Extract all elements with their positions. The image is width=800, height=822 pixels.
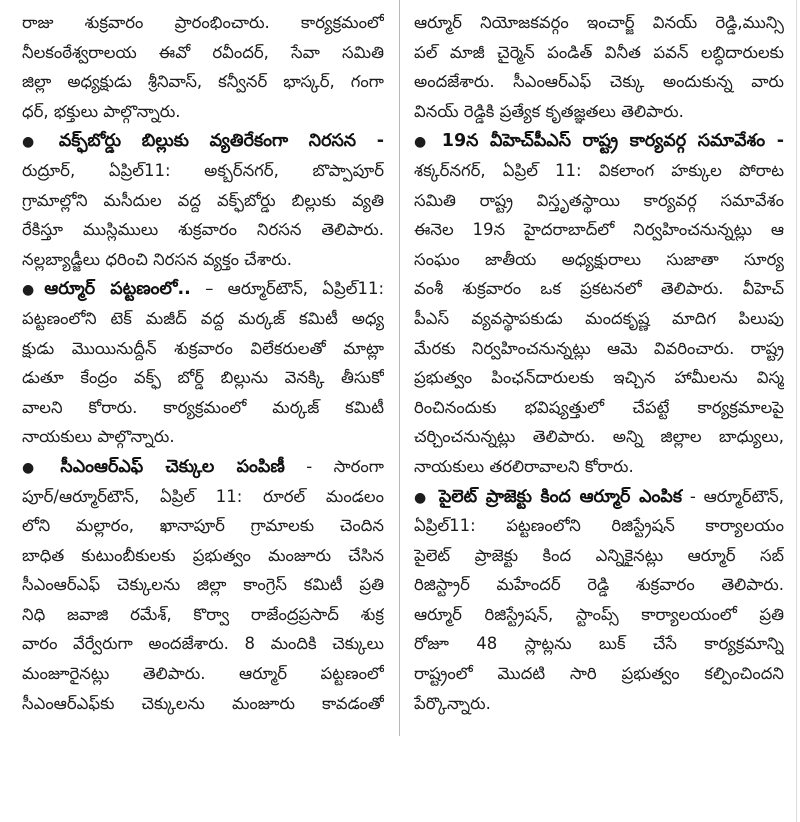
bullet-marker: ● [414, 134, 432, 151]
article-line: వినయ్ రెడ్డికి ప్రత్యేక కృతజ్ఞతలు తెలిపారు. [414, 101, 684, 121]
article-dateline: - ఆర్మూర్‌టౌన్, [682, 486, 784, 506]
article-heading-line [414, 126, 784, 156]
article-line: రోజూ 48 స్లాట్లను బుక్ చేసే కార్యక్రమాన్ని [414, 634, 784, 654]
article-line: శక్కర్‌నగర్, ఏప్రిల్ 11: వికలాంగ హక్కుల పోరాట [414, 160, 784, 180]
article-line: పీఎస్ వ్యవస్థాపకుడు మందకృష్ణ మాదిగ పిలుపు [414, 308, 784, 328]
article-line: రాష్ట్రంలో మొదటి సారి ప్రభుత్వం కల్పించిందని [414, 664, 784, 684]
article-line: సీఎంఆర్ఎఫ్ చెక్కులను జిల్లా కాంగ్రెస్ కమిటీ ప్రతి [22, 575, 384, 595]
article-line: ఆర్మూర్ రిజిస్ట్రేషన్, స్టాంప్స్ కార్యాలయంలో ప్రతి [414, 604, 784, 624]
article-dateline: - [356, 131, 384, 152]
article-continuation [22, 8, 384, 126]
article-line: నీలకంఠేశ్వరాలయ ఈవో రవీందర్, సేవా సమితి [22, 42, 384, 62]
article-dateline: - [765, 131, 784, 152]
article-line: ధర్, భక్తులు పాల్గొన్నారు. [22, 101, 181, 121]
article-line: వాలని కోరారు. కార్యక్రమంలో మర్కజ్ కమిటీ [22, 397, 384, 417]
article-heading-line [22, 274, 384, 304]
article-heading-line [414, 482, 784, 512]
article-armoor-town [22, 274, 384, 452]
article-cmrf-cheques [22, 452, 384, 718]
article-line: క్షుడు మొయినుద్దీన్ శుక్రవారం విలేకరులతో మాట్లా [22, 338, 384, 358]
article-line: సమితి రాష్ట్ర విస్తృతస్థాయి కార్యవర్గ సమావేశం [414, 190, 784, 210]
article-line: ఈనెల 19న హైదరాబాద్‌లో నిర్వహించనున్నట్లు ఆ [414, 220, 784, 240]
article-line: పట్టణంలోని టెక్ మజీద్ వద్ద మర్కజ్ కమిటీ అధ్య [22, 308, 384, 328]
article-vhps-meeting [414, 126, 784, 481]
article-line: వారం వేర్వేరుగా అందజేశారు. 8 మందికి చెక్కులు [22, 634, 384, 654]
article-heading-line [22, 452, 384, 482]
article-line: నాయకులు పాల్గొన్నారు. [22, 427, 175, 447]
article-dateline: – ఆర్మూర్‌టౌన్, ఏప్రిల్11: [190, 279, 384, 299]
bullet-marker: ● [22, 459, 51, 476]
article-line: గ్రామాల్లోని మసీదుల వద్ద వక్ఫ్‌బోర్డు బిల్లుకు వ్యతి [22, 190, 384, 210]
article-dateline: - సారంగా [284, 456, 384, 476]
article-line: ఏప్రిల్11: పట్టణంలోని రిజిస్ట్రేషన్ కార్యాలయం [414, 516, 784, 536]
article-line: లోని మల్లారం, ఖానాపూర్ గ్రామాలకు చెందిన [22, 516, 384, 536]
article-line: పేర్కొన్నారు. [414, 693, 491, 713]
bullet-marker: ● [22, 134, 49, 151]
article-line: పల్ మాజీ చైర్మెన్ పండిత్ వినీత పవన్ లబ్ధిదారులకు [414, 42, 784, 62]
article-waqf-protest [22, 126, 384, 274]
article-line: పైలెట్ ప్రాజెక్టు కింద ఎన్నికైనట్లు ఆర్మూర్ సబ్ [414, 545, 784, 565]
article-line: డుతూ కేంద్రం వక్ఫ్ బోర్డ్ బిల్లును వెనక్కి తీసుకో [22, 368, 384, 388]
article-headline: ఆర్మూర్ పట్టణంలో.. [44, 279, 191, 300]
bullet-marker: ● [414, 489, 429, 506]
article-line: నాయకులు తరలిరావాలని కోరారు. [414, 456, 634, 476]
bullet-marker: ● [22, 282, 44, 299]
right-column [414, 8, 784, 718]
article-line: సీఎంఆర్ఎఫ్‌కు చెక్కులను మంజూరు కావడంతో [22, 693, 384, 713]
article-cmrf-continued [414, 8, 784, 126]
article-line: రించినందుకు భవిష్యత్తులో చేపట్టే కార్యక్రమాలపై [414, 397, 784, 417]
article-headline: వక్ఫ్‌బోర్డు బిల్లుకు వ్యతిరేకంగా నిరసన [58, 131, 357, 152]
article-line: బాధిత కుటుంబీకులకు ప్రభుత్వం మంజూరు చేసిన [22, 545, 384, 565]
article-line: మంజూరైనట్లు తెలిపారు. ఆర్మూర్ పట్టణంలో [22, 664, 384, 684]
article-line: రాజు శుక్రవారం ప్రారంభించారు. కార్యక్రమంలో [22, 13, 384, 32]
article-line: నల్లబ్యాడ్జీలు ధరించి నిరసన వ్యక్తం చేశారు. [22, 249, 293, 269]
article-headline: 19న వీహెచ్‌పీఎస్ రాష్ట్ర కార్యవర్గ సమావేశం [441, 131, 766, 152]
article-heading-line [22, 126, 384, 156]
article-line: మేరకు నిర్వహించనున్నట్లు ఆమె వివరించారు. రాష్ట్ర [414, 338, 784, 358]
article-headline: సీఎంఆర్ఎఫ్ చెక్కుల పంపిణీ [60, 456, 285, 477]
article-pilot-project [414, 482, 784, 719]
column-divider [399, 0, 400, 736]
article-headline: పైలెట్ ప్రాజెక్టు కింద ఆర్మూర్ ఎంపిక [438, 486, 683, 507]
article-line: జిల్లా అధ్యక్షుడు శ్రీనివాస్, కన్వీనర్ భాస్కర్, గంగా [22, 72, 384, 92]
left-column [22, 8, 384, 718]
article-line: పూర్/ఆర్మూర్‌టౌన్, ఏప్రిల్ 11: రూరల్ మండలం [22, 486, 384, 506]
article-line: ఆర్మూర్ నియోజకవర్గం ఇంచార్జ్ వినయ్ రెడ్డి,మున్సి [414, 13, 784, 32]
article-line: రిజిస్ట్రార్ మహేందర్ రెడ్డి శుక్రవారం తెలిపారు. [414, 575, 784, 595]
article-line: నిధి జవాజి రమేశ్, కొర్వా రాజేంద్రప్రసాద్ శుక్ర [22, 604, 384, 624]
article-line: రుద్రూర్, ఏప్రిల్11: అక్బర్‌నగర్, బొప్పాపూర్ [22, 160, 384, 180]
article-line: వంశీ శుక్రవారం ఒక ప్రకటనలో తెలిపారు. వీహెచ్ [414, 279, 784, 299]
article-line: అందజేశారు. సీఎంఆర్ఎఫ్ చెక్కు అందుకున్న వారు [414, 72, 784, 92]
article-line: సంఘం జాతీయ అధ్యక్షురాలు సుజాతా సూర్య [414, 249, 784, 269]
article-line: ప్రభుత్వం పింఛన్‌దారులకు ఇచ్చిన హామీలను విస్మ [414, 368, 784, 388]
article-line: చర్చించనున్నట్లు తెలిపారు. అన్ని జిల్లాల బాధ్యులు, [414, 427, 784, 447]
article-line: రేకిస్తూ ముస్లిములు శుక్రవారం నిరసన తెలిపారు. [22, 220, 384, 240]
page-edge-rule [796, 0, 797, 822]
